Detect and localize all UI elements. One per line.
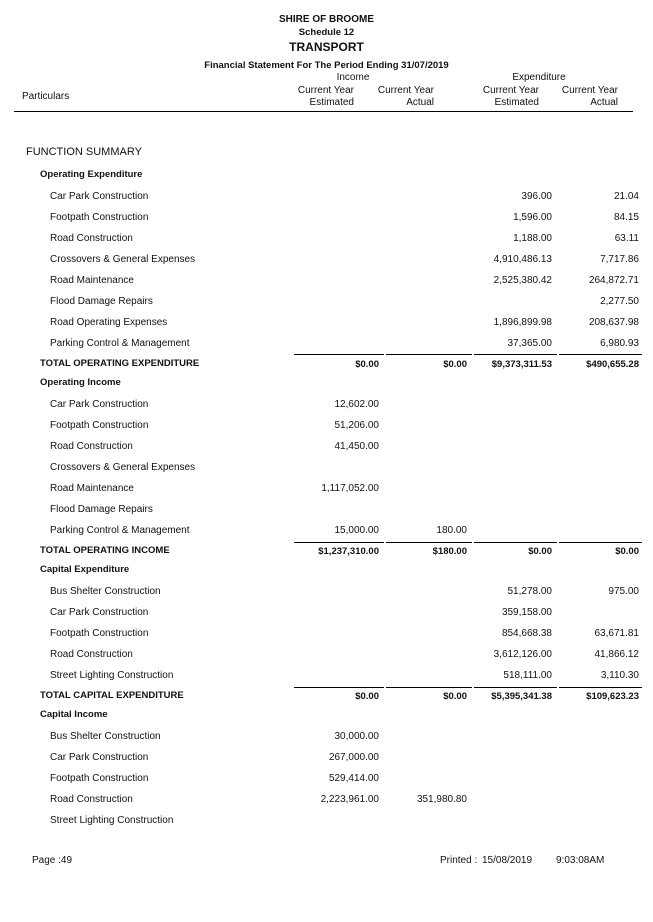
- row-label: Footpath Construction: [50, 773, 149, 784]
- income-estimated-total: $1,237,310.00: [318, 546, 379, 557]
- total-rule: [474, 687, 557, 688]
- page-title: TRANSPORT: [289, 40, 364, 54]
- income-estimated-total: $0.00: [355, 359, 379, 370]
- total-label: TOTAL CAPITAL EXPENDITURE: [40, 690, 184, 701]
- expenditure-actual-cell: 41,866.12: [594, 649, 639, 660]
- expenditure-estimated-cell: 37,365.00: [507, 338, 552, 349]
- expenditure-estimated-cell: 396.00: [521, 191, 552, 202]
- printed-label: Printed :: [440, 855, 478, 866]
- expenditure-estimated-cell: 2,525,380.42: [493, 275, 552, 286]
- expenditure-actual-cell: 63,671.81: [594, 628, 639, 639]
- statement-subtitle: Financial Statement For The Period Ending 31/07/2019: [204, 60, 449, 71]
- total-rule: [474, 354, 557, 355]
- row-label: Street Lighting Construction: [50, 815, 174, 826]
- income-estimated-cell: 12,602.00: [334, 399, 379, 410]
- section-heading-capital-income: Capital Income: [40, 709, 108, 720]
- total-rule: [386, 687, 472, 688]
- expenditure-estimated-total: $9,373,311.53: [491, 359, 552, 370]
- total-rule: [559, 687, 642, 688]
- total-label: TOTAL OPERATING INCOME: [40, 545, 170, 556]
- total-rule: [559, 542, 642, 543]
- header-rule: [14, 111, 633, 112]
- row-label: Road Construction: [50, 233, 133, 244]
- section-heading-capital-expenditure: Capital Expenditure: [40, 564, 130, 575]
- section-heading-operating-expenditure: Operating Expenditure: [40, 169, 143, 180]
- particulars-header: Particulars: [22, 91, 70, 102]
- income-actual-cell: 180.00: [436, 525, 467, 536]
- income-estimated-cell: 41,450.00: [334, 441, 379, 452]
- income-estimated-total: $0.00: [355, 691, 379, 702]
- row-label: Crossovers & General Expenses: [50, 462, 196, 473]
- expenditure-actual-cell: 975.00: [608, 586, 639, 597]
- row-label: Bus Shelter Construction: [50, 731, 161, 742]
- printed-time: 9:03:08AM: [556, 855, 605, 866]
- total-rule: [386, 354, 472, 355]
- row-label: Road Operating Expenses: [50, 317, 168, 328]
- expenditure-actual-cell: 208,637.98: [588, 317, 639, 328]
- row-label: Footpath Construction: [50, 212, 149, 223]
- income-estimated-cell: 51,206.00: [334, 420, 379, 431]
- income-est-header-line2: Estimated: [309, 97, 354, 108]
- total-rule: [294, 542, 384, 543]
- income-estimated-cell: 15,000.00: [334, 525, 379, 536]
- row-label: Crossovers & General Expenses: [50, 254, 196, 265]
- income-act-header-line1: Current Year: [377, 85, 434, 96]
- row-label: Parking Control & Management: [50, 525, 190, 536]
- row-label: Car Park Construction: [50, 399, 149, 410]
- expenditure-actual-cell: 21.04: [613, 191, 639, 202]
- expenditure-actual-total: $490,655.28: [586, 359, 639, 370]
- expenditure-actual-total: $109,623.23: [586, 691, 639, 702]
- total-rule: [294, 354, 384, 355]
- expenditure-actual-cell: 84.15: [613, 212, 639, 223]
- income-actual-total: $180.00: [432, 546, 467, 557]
- expenditure-estimated-total: $0.00: [528, 546, 552, 557]
- expenditure-actual-cell: 264,872.71: [588, 275, 639, 286]
- expenditure-actual-cell: 2,277.50: [600, 296, 639, 307]
- total-rule: [559, 354, 642, 355]
- expenditure-estimated-cell: 1,896,899.98: [493, 317, 552, 328]
- row-label: Road Construction: [50, 441, 133, 452]
- expenditure-actual-cell: 63.11: [614, 233, 639, 244]
- expenditure-estimated-cell: 4,910,486.13: [493, 254, 552, 265]
- org-name: SHIRE OF BROOME: [278, 14, 374, 25]
- page-number: Page :49: [32, 855, 73, 866]
- total-rule: [294, 687, 384, 688]
- income-group-header: Income: [336, 72, 370, 83]
- income-actual-total: $0.00: [443, 359, 467, 370]
- income-estimated-cell: 529,414.00: [328, 773, 379, 784]
- expenditure-act-header-line2: Actual: [590, 97, 618, 108]
- row-label: Footpath Construction: [50, 420, 149, 431]
- expenditure-estimated-cell: 3,612,126.00: [493, 649, 552, 660]
- expenditure-actual-total: $0.00: [615, 546, 639, 557]
- section-heading-operating-income: Operating Income: [40, 377, 121, 388]
- income-estimated-cell: 267,000.00: [328, 752, 379, 763]
- expenditure-estimated-cell: 518,111.00: [503, 670, 552, 681]
- row-label: Bus Shelter Construction: [50, 586, 161, 597]
- row-label: Car Park Construction: [50, 607, 149, 618]
- row-label: Road Maintenance: [50, 275, 134, 286]
- row-label: Car Park Construction: [50, 191, 149, 202]
- total-rule: [386, 542, 472, 543]
- row-label: Car Park Construction: [50, 752, 149, 763]
- row-label: Road Construction: [50, 649, 133, 660]
- expenditure-actual-cell: 7,717.86: [600, 254, 639, 265]
- total-rule: [474, 542, 557, 543]
- row-label: Road Construction: [50, 794, 133, 805]
- expenditure-act-header-line1: Current Year: [561, 85, 618, 96]
- expenditure-actual-cell: 3,110.30: [600, 670, 639, 681]
- expenditure-estimated-cell: 1,596.00: [513, 212, 552, 223]
- income-act-header-line2: Actual: [406, 97, 434, 108]
- printed-date: 15/08/2019: [482, 855, 533, 866]
- schedule-label: Schedule 12: [298, 27, 355, 38]
- expenditure-est-header-line2: Estimated: [494, 97, 539, 108]
- row-label: Street Lighting Construction: [50, 670, 174, 681]
- total-label: TOTAL OPERATING EXPENDITURE: [40, 358, 200, 369]
- row-label: Flood Damage Repairs: [50, 504, 153, 515]
- expenditure-estimated-cell: 359,158.00: [501, 607, 552, 618]
- expenditure-estimated-cell: 51,278.00: [507, 586, 552, 597]
- expenditure-est-header-line1: Current Year: [482, 85, 539, 96]
- row-label: Flood Damage Repairs: [50, 296, 153, 307]
- row-label: Parking Control & Management: [50, 338, 190, 349]
- row-label: Road Maintenance: [50, 483, 134, 494]
- expenditure-estimated-cell: 854,668.38: [501, 628, 552, 639]
- expenditure-actual-cell: 6,980.93: [600, 338, 639, 349]
- income-actual-total: $0.00: [443, 691, 467, 702]
- expenditure-estimated-cell: 1,188.00: [513, 233, 552, 244]
- section-title: FUNCTION SUMMARY: [26, 146, 142, 158]
- income-estimated-cell: 2,223,961.00: [320, 794, 379, 805]
- income-est-header-line1: Current Year: [297, 85, 354, 96]
- income-actual-cell: 351,980.80: [416, 794, 467, 805]
- row-label: Footpath Construction: [50, 628, 149, 639]
- expenditure-group-header: Expenditure: [512, 72, 566, 83]
- expenditure-estimated-total: $5,395,341.38: [491, 691, 552, 702]
- income-estimated-cell: 1,117,052.00: [321, 483, 379, 494]
- income-estimated-cell: 30,000.00: [334, 731, 379, 742]
